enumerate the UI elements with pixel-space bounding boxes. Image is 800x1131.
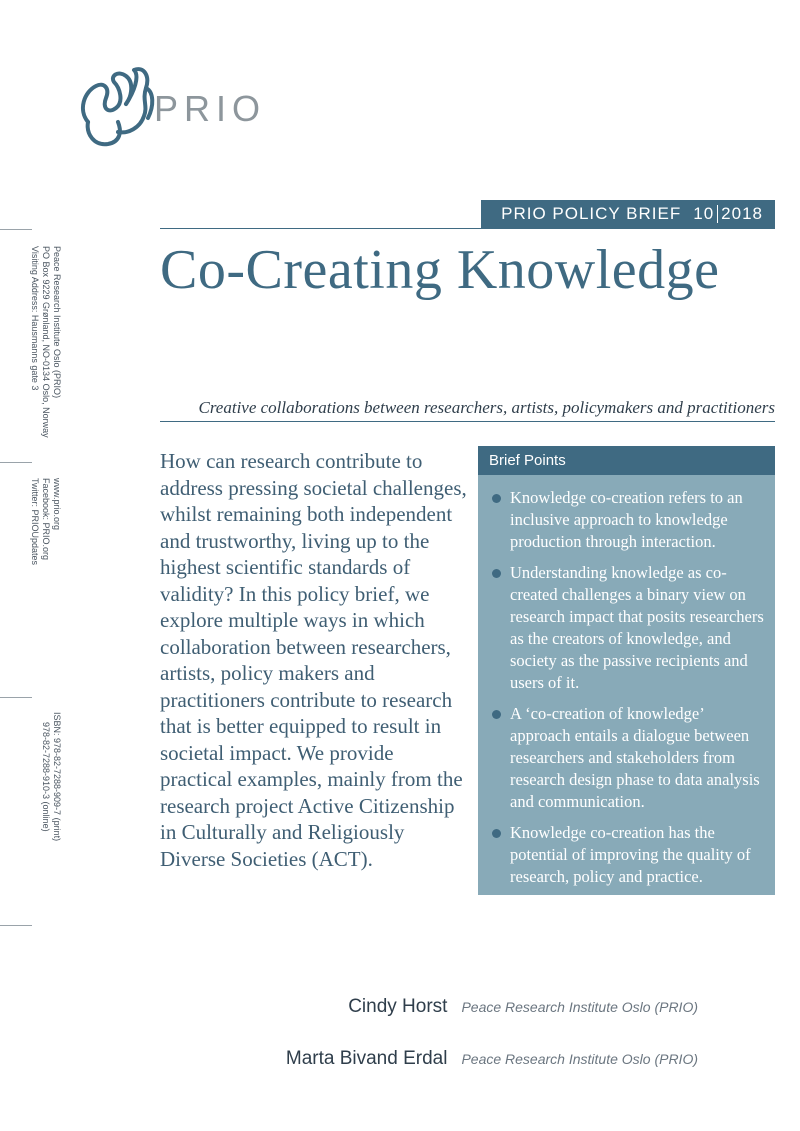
- title-top-rule: [160, 228, 775, 229]
- subtitle-rule: [160, 421, 775, 422]
- brief-points-list: [478, 475, 775, 888]
- sidebar-web: [29, 478, 62, 565]
- sidebar-divider: [0, 229, 32, 230]
- brief-point-text: A ‘co-creation of knowledge’ approach entails a dialogue between researchers and stakeholders from research design phase to data analysis and communication.: [510, 704, 760, 811]
- series-year: 2018: [721, 204, 763, 223]
- list-item: [490, 562, 765, 694]
- author-row: [286, 1048, 698, 1070]
- brief-point-text: Understanding knowledge as co-created challenges a binary view on research impact that posits researchers as the creators of knowledge, and society as the passive recipients and users of it.: [510, 563, 764, 692]
- bullet-icon: [492, 569, 501, 578]
- bullet-icon: [492, 710, 501, 719]
- web-line: www.prio.org: [52, 478, 62, 531]
- bullet-icon: [492, 829, 501, 838]
- address-line: Peace Research Institute Oslo (PRIO): [52, 246, 62, 399]
- web-line: Facebook: PRIO.org: [41, 478, 51, 561]
- list-item: [490, 822, 765, 888]
- sidebar-isbn: [40, 712, 62, 841]
- author-affiliation: Peace Research Institute Oslo (PRIO): [461, 999, 698, 1015]
- page-title: Co-Creating Knowledge: [160, 239, 720, 301]
- series-label: PRIO POLICY BRIEF: [501, 204, 682, 223]
- brief-point-text: Knowledge co-creation has the potential of improving the quality of research, policy and practice.: [510, 823, 751, 886]
- list-item: [490, 703, 765, 813]
- author-name: Marta Bivand Erdal: [285, 1048, 448, 1069]
- author-row: [348, 996, 698, 1018]
- list-item: [490, 487, 765, 553]
- sidebar-divider: [0, 925, 32, 926]
- sidebar-divider: [0, 697, 32, 698]
- abstract-text: How can research contribute to address pressing societal challenges, whilst remaining both independent and trustworthy, living up to the highest scientific standards of validity? In this policy brief, we explore multiple ways in which collaboration between researchers, artists, policy makers and practitioners contribute to research that is better equipped to result in societal impact. We provide practical examples, mainly from the research project Active Citizenship in Culturally and Religiously Diverse Societies (ACT).: [160, 449, 467, 871]
- brief-points-heading: Brief Points: [478, 446, 775, 475]
- page-subtitle: Creative collaborations between researchers, artists, policymakers and practitioners: [198, 398, 775, 417]
- sidebar-divider: [0, 462, 32, 463]
- sidebar-address: [29, 246, 62, 438]
- series-separator: [717, 205, 718, 223]
- isbn-line: 978-82-7288-910-3 (online): [41, 722, 51, 832]
- address-line: Visiting Address: Hausmanns gate 3: [30, 246, 40, 391]
- web-line: Twitter: PRIOUpdates: [30, 478, 40, 566]
- series-number: 10: [693, 204, 715, 223]
- brief-points-panel: [478, 446, 775, 895]
- isbn-line: ISBN: 978-82-7288-909-7 (print): [52, 712, 62, 842]
- author-affiliation: Peace Research Institute Oslo (PRIO): [461, 1051, 698, 1067]
- bullet-icon: [492, 494, 501, 503]
- policy-brief-label: [481, 200, 775, 228]
- address-line: PO Box 9229 Grønland, NO-0134 Oslo, Norway: [41, 246, 51, 438]
- prio-wordmark: PRIO: [154, 88, 267, 129]
- author-name: Cindy Horst: [348, 996, 448, 1017]
- brief-point-text: Knowledge co-creation refers to an inclusive approach to knowledge production through interaction.: [510, 488, 743, 551]
